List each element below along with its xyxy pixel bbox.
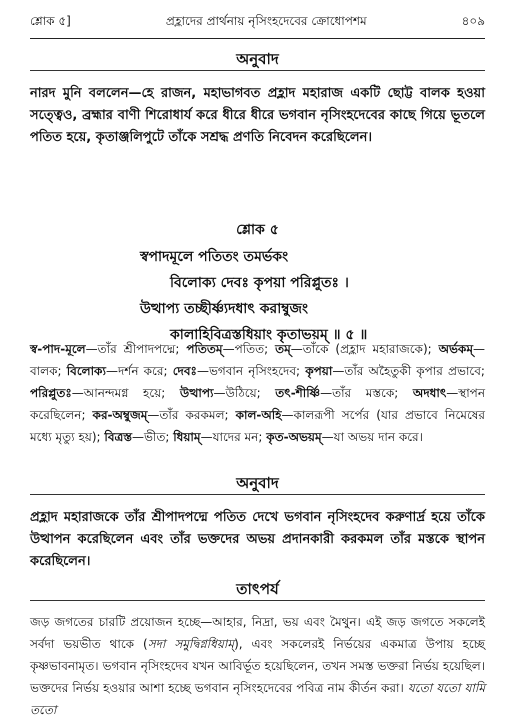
heading-rule [30, 600, 485, 601]
purport-heading: তাৎপর্য [236, 580, 279, 598]
verse-line: উত্থাপ্য তচ্ছীর্ষ্ণ্যদধাৎ করাম্বুজং [140, 301, 309, 317]
purport-italic: যতো যতো যামি ততো [30, 681, 485, 717]
synonym-meaning: —ভীত; [131, 430, 174, 444]
synonym-term: ধিয়াম্ [173, 430, 201, 444]
heading-rule [30, 494, 485, 495]
synonyms-paragraph [30, 338, 485, 448]
synonym-meaning: —দর্শন করে; [105, 364, 173, 378]
translation-heading: অনুবাদ [236, 50, 279, 68]
verse-section [30, 218, 485, 348]
synonym-meaning: —তাঁকে (প্রহ্লাদ মহারাজকে); [290, 342, 439, 356]
synonym-term: তম্ [275, 342, 291, 356]
synonym-meaning: —যা অভয় দান করে। [321, 430, 423, 444]
purport-text-part: ), এবং সকলেরই নির্ভয়ের একমাত্র উপায় হচ্ছে কৃষ্ণভাবনামৃত। ভগবান নৃসিংহদেব যখন আবির্ভূত হয়েছিলেন, তখন সমস্ত ভক্তরা নির্ভয় হয়েছিল। ভক্তদের নির্ভয় হওয়ার আশা হচ্ছে ভগবান নৃসিংহদেবের পবিত্র নাম কীর্তন করা। [30, 637, 486, 695]
synonym-meaning: —তাঁর করকমল; [147, 408, 236, 422]
synonym-term: কৃপয়া [305, 364, 333, 378]
verse-line: কালাহিবিত্রস্তধিয়াং কৃতাভয়ম্ ॥ ৫ ॥ [170, 327, 368, 343]
chapter-title: প্রহ্লাদের প্রার্থনায় নৃসিংহদেবের ক্রোধোপশম [165, 14, 367, 28]
synonym-meaning: —যাদের মন; [200, 430, 267, 444]
synonym-term: দেবঃ [172, 364, 197, 378]
synonym-term: কর-অম্বুজম্ [92, 408, 148, 422]
synonym-term: পতিতম্ [186, 342, 223, 356]
purport-section [30, 578, 485, 721]
synonym-term: বিত্রস্ত [104, 430, 132, 444]
synonym-meaning: —স্থাপন করেছিলেন; [30, 386, 485, 422]
purport-text-part: জড় জগতের চারটি প্রয়োজন হচ্ছে—আহার, নিদ্রা, ভয় এবং মৈথুন। এই জড় জগতে সকলেই সর্বদা ভয়ভীত থাকে ( [30, 615, 485, 651]
purport-text [30, 611, 485, 721]
verse-line: বিলোক্য দেবঃ কৃপয়া পরিপ্লুতঃ । [170, 275, 349, 291]
synonym-meaning: —উঠিয়ে; [213, 386, 276, 400]
header-rule [30, 38, 485, 39]
heading-rule [30, 70, 485, 71]
synonym-term: কৃত-অভয়ম্ [266, 430, 322, 444]
synonym-meaning: —ভগবান নৃসিংহদেব; [196, 364, 306, 378]
verse-text [30, 244, 485, 348]
synonym-meaning: —কালরূপী সর্পের (যার প্রভাবে নিমেষের মধ্যে মৃত্যু হয়); [30, 408, 486, 444]
synonym-term: পরিপ্লুতঃ [30, 386, 72, 400]
synonym-term: তৎ-শীর্ষ্ণি [275, 386, 321, 400]
verse-line: স্বপাদমূলে পতিতং তমর্ভকং [140, 249, 289, 265]
synonym-term: স্ব-পাদ-মূলে [30, 342, 86, 356]
translation-text: প্রহ্লাদ মহারাজকে তাঁর শ্রীপাদপদ্মে পতিত দেখে ভগবান নৃসিংহদেব করুণার্দ্র হয়ে তাঁকে উত্থাপন করেছিলেন এবং তাঁর ভক্তদের অভয় প্রদানকারী করকমল তাঁর মস্তকে স্থাপন করেছিলেন। [30, 510, 485, 569]
verse-title: শ্লোক ৫ [236, 222, 279, 238]
running-header [30, 12, 485, 34]
synonym-term: অর্ভকম্ [438, 342, 473, 356]
verse-ref: শ্লোক ৫] [30, 14, 71, 28]
synonym-meaning: —বালক; [30, 342, 485, 378]
synonym-meaning: —তাঁর শ্রীপাদপদ্মে; [85, 342, 187, 356]
synonym-meaning: —তাঁর অহৈতুকী কৃপার প্রভাবে; [332, 364, 485, 378]
synonym-meaning: —আনন্দমগ্ন হয়ে; [71, 386, 180, 400]
purport-italic: সদা সমুদ্বিগ্নধিয়াম্ [147, 637, 235, 651]
translation-heading: অনুবাদ [236, 474, 279, 492]
synonym-meaning: —পতিত; [222, 342, 276, 356]
synonym-term: বিলোক্য [66, 364, 106, 378]
translation-section-1 [30, 48, 485, 149]
translation-text: নারদ মুনি বললেন—হে রাজন, মহাভাগবত প্রহ্লাদ মহারাজ একটি ছোট্ট বালক হওয়া সত্ত্বেও, ব্রহ্মার বাণী শিরোধার্য করে ধীরে ধীরে ভগবান নৃসিংহদেবের কাছে গিয়ে ভূতলে পতিত হয়ে, কৃতাঞ্জলিপুটে তাঁকে সশ্রদ্ধ প্রণতি নিবেদন করেছিলেন। [30, 86, 485, 145]
synonym-term: কাল-অহি [235, 408, 282, 422]
page-number: ৪০৯ [461, 14, 485, 28]
synonym-term: উত্থাপ্য [179, 386, 214, 400]
synonym-term: অদধাৎ [412, 386, 447, 400]
synonym-meaning: —তাঁর মস্তকে; [320, 386, 413, 400]
translation-section-2 [30, 472, 485, 573]
